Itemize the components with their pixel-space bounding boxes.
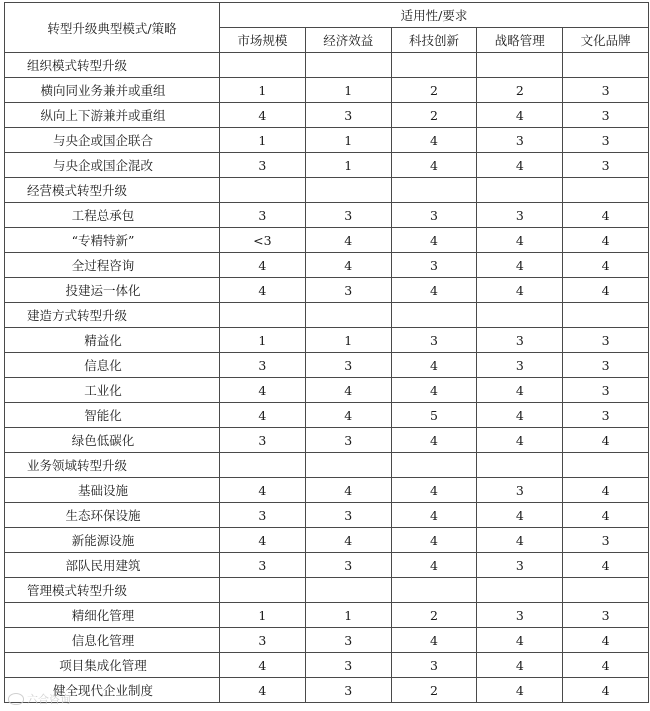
value-cell: 4 [391, 503, 477, 528]
empty-cell [305, 453, 391, 478]
value-cell: 3 [305, 653, 391, 678]
column-header: 战略管理 [477, 28, 563, 53]
watermark-text: 六合咨询 [27, 693, 71, 706]
value-cell: 3 [477, 128, 563, 153]
value-cell: 4 [563, 628, 649, 653]
value-cell: 3 [220, 428, 306, 453]
value-cell: 1 [305, 603, 391, 628]
empty-cell [391, 578, 477, 603]
row-label: 工业化 [5, 378, 220, 403]
value-cell: 4 [220, 403, 306, 428]
table-body [5, 53, 649, 703]
value-cell: <3 [220, 228, 306, 253]
table-row [5, 603, 649, 628]
value-cell: 3 [477, 353, 563, 378]
value-cell: 3 [477, 478, 563, 503]
value-cell: 4 [305, 228, 391, 253]
column-group-label: 适用性/要求 [220, 3, 649, 28]
value-cell: 3 [563, 78, 649, 103]
value-cell: 4 [477, 528, 563, 553]
empty-cell [477, 453, 563, 478]
value-cell: 4 [391, 378, 477, 403]
row-label: 精益化 [5, 328, 220, 353]
empty-cell [220, 53, 306, 78]
value-cell: 3 [305, 503, 391, 528]
row-label: 信息化 [5, 353, 220, 378]
value-cell: 2 [391, 603, 477, 628]
value-cell: 2 [391, 103, 477, 128]
header-row-group [5, 3, 649, 28]
value-cell: 3 [305, 628, 391, 653]
row-label: 绿色低碳化 [5, 428, 220, 453]
section-title: 业务领域转型升级 [5, 453, 220, 478]
value-cell: 3 [391, 203, 477, 228]
table-row [5, 153, 649, 178]
value-cell: 3 [477, 603, 563, 628]
empty-cell [391, 303, 477, 328]
value-cell: 3 [391, 328, 477, 353]
value-cell: 4 [305, 378, 391, 403]
value-cell: 3 [563, 353, 649, 378]
value-cell: 1 [305, 328, 391, 353]
row-label: 基础设施 [5, 478, 220, 503]
row-label: 全过程咨询 [5, 253, 220, 278]
value-cell: 3 [305, 353, 391, 378]
value-cell: 3 [220, 353, 306, 378]
value-cell: 4 [563, 653, 649, 678]
value-cell: 4 [220, 528, 306, 553]
value-cell: 4 [563, 503, 649, 528]
value-cell: 4 [477, 628, 563, 653]
value-cell: 4 [391, 353, 477, 378]
table-row [5, 528, 649, 553]
value-cell: 4 [220, 653, 306, 678]
value-cell: 3 [220, 203, 306, 228]
value-cell: 4 [477, 153, 563, 178]
table-row [5, 428, 649, 453]
value-cell: 3 [563, 603, 649, 628]
row-label: 信息化管理 [5, 628, 220, 653]
table-row [5, 403, 649, 428]
table-row [5, 203, 649, 228]
value-cell: 4 [220, 478, 306, 503]
value-cell: 3 [220, 628, 306, 653]
table-row [5, 328, 649, 353]
section-row [5, 303, 649, 328]
value-cell: 4 [477, 678, 563, 703]
value-cell: 4 [477, 653, 563, 678]
empty-cell [477, 303, 563, 328]
table-row [5, 503, 649, 528]
empty-cell [220, 578, 306, 603]
value-cell: 4 [563, 678, 649, 703]
value-cell: 4 [477, 403, 563, 428]
value-cell: 3 [477, 328, 563, 353]
empty-cell [220, 453, 306, 478]
empty-cell [305, 578, 391, 603]
value-cell: 4 [391, 278, 477, 303]
value-cell: 4 [220, 278, 306, 303]
row-label: 部队民用建筑 [5, 553, 220, 578]
value-cell: 2 [391, 78, 477, 103]
value-cell: 2 [477, 78, 563, 103]
section-title: 管理模式转型升级 [5, 578, 220, 603]
value-cell: 4 [477, 253, 563, 278]
table-row [5, 678, 649, 703]
value-cell: 4 [220, 253, 306, 278]
value-cell: 4 [305, 403, 391, 428]
row-label: 纵向上下游兼并或重组 [5, 103, 220, 128]
empty-cell [391, 453, 477, 478]
value-cell: 3 [563, 128, 649, 153]
section-title: 组织模式转型升级 [5, 53, 220, 78]
value-cell: 3 [391, 253, 477, 278]
empty-cell [220, 303, 306, 328]
value-cell: 3 [305, 278, 391, 303]
row-label: 与央企或国企联合 [5, 128, 220, 153]
table-row [5, 628, 649, 653]
value-cell: 4 [477, 228, 563, 253]
empty-cell [305, 178, 391, 203]
row-label: 新能源设施 [5, 528, 220, 553]
value-cell: 4 [563, 478, 649, 503]
strategy-applicability-table [4, 2, 649, 703]
column-header: 科技创新 [391, 28, 477, 53]
row-label: “专精特新” [5, 228, 220, 253]
value-cell: 4 [220, 378, 306, 403]
value-cell: 4 [305, 478, 391, 503]
value-cell: 4 [220, 678, 306, 703]
table-row [5, 128, 649, 153]
value-cell: 1 [305, 78, 391, 103]
value-cell: 5 [391, 403, 477, 428]
value-cell: 3 [563, 153, 649, 178]
section-row [5, 453, 649, 478]
value-cell: 1 [220, 128, 306, 153]
value-cell: 4 [391, 428, 477, 453]
table-row [5, 78, 649, 103]
section-title: 经营模式转型升级 [5, 178, 220, 203]
value-cell: 1 [305, 153, 391, 178]
value-cell: 3 [220, 553, 306, 578]
table-row [5, 278, 649, 303]
value-cell: 3 [563, 528, 649, 553]
value-cell: 4 [391, 228, 477, 253]
row-label: 投建运一体化 [5, 278, 220, 303]
table-row [5, 353, 649, 378]
table-row [5, 103, 649, 128]
row-header-label: 转型升级典型模式/策略 [5, 3, 220, 53]
value-cell: 4 [477, 278, 563, 303]
empty-cell [305, 53, 391, 78]
empty-cell [477, 178, 563, 203]
value-cell: 4 [391, 128, 477, 153]
value-cell: 4 [477, 503, 563, 528]
value-cell: 3 [391, 653, 477, 678]
value-cell: 1 [220, 78, 306, 103]
value-cell: 4 [563, 253, 649, 278]
value-cell: 4 [220, 103, 306, 128]
value-cell: 3 [477, 553, 563, 578]
value-cell: 3 [305, 678, 391, 703]
row-label: 项目集成化管理 [5, 653, 220, 678]
empty-cell [563, 453, 649, 478]
empty-cell [563, 578, 649, 603]
empty-cell [477, 53, 563, 78]
row-label: 横向同业务兼并或重组 [5, 78, 220, 103]
section-row [5, 178, 649, 203]
empty-cell [220, 178, 306, 203]
watermark [8, 691, 71, 707]
value-cell: 4 [563, 203, 649, 228]
value-cell: 4 [391, 528, 477, 553]
column-header: 经济效益 [305, 28, 391, 53]
value-cell: 3 [305, 553, 391, 578]
value-cell: 3 [305, 203, 391, 228]
value-cell: 4 [563, 278, 649, 303]
table-row [5, 553, 649, 578]
table-row [5, 228, 649, 253]
row-label: 与央企或国企混改 [5, 153, 220, 178]
watermark-logo-icon [8, 693, 24, 705]
empty-cell [563, 303, 649, 328]
value-cell: 4 [391, 478, 477, 503]
value-cell: 4 [305, 253, 391, 278]
value-cell: 4 [477, 103, 563, 128]
table-row [5, 478, 649, 503]
value-cell: 4 [563, 228, 649, 253]
value-cell: 4 [563, 553, 649, 578]
column-header: 市场规模 [220, 28, 306, 53]
table-row [5, 253, 649, 278]
empty-cell [391, 178, 477, 203]
value-cell: 3 [477, 203, 563, 228]
row-label: 健全现代企业制度 [5, 678, 220, 703]
value-cell: 3 [220, 503, 306, 528]
value-cell: 1 [220, 328, 306, 353]
value-cell: 1 [220, 603, 306, 628]
value-cell: 2 [391, 678, 477, 703]
value-cell: 3 [563, 328, 649, 353]
value-cell: 3 [220, 153, 306, 178]
value-cell: 4 [477, 378, 563, 403]
row-label: 精细化管理 [5, 603, 220, 628]
empty-cell [563, 178, 649, 203]
value-cell: 3 [305, 428, 391, 453]
row-label: 生态环保设施 [5, 503, 220, 528]
empty-cell [563, 53, 649, 78]
empty-cell [391, 53, 477, 78]
value-cell: 3 [563, 403, 649, 428]
value-cell: 3 [305, 103, 391, 128]
empty-cell [305, 303, 391, 328]
section-title: 建造方式转型升级 [5, 303, 220, 328]
value-cell: 4 [477, 428, 563, 453]
value-cell: 4 [391, 628, 477, 653]
value-cell: 4 [391, 153, 477, 178]
column-header: 文化品牌 [563, 28, 649, 53]
value-cell: 4 [391, 553, 477, 578]
row-label: 智能化 [5, 403, 220, 428]
row-label: 工程总承包 [5, 203, 220, 228]
table-row [5, 653, 649, 678]
value-cell: 4 [305, 528, 391, 553]
table-row [5, 378, 649, 403]
empty-cell [477, 578, 563, 603]
section-row [5, 53, 649, 78]
value-cell: 3 [563, 103, 649, 128]
section-row [5, 578, 649, 603]
value-cell: 1 [305, 128, 391, 153]
value-cell: 4 [563, 428, 649, 453]
value-cell: 3 [563, 378, 649, 403]
